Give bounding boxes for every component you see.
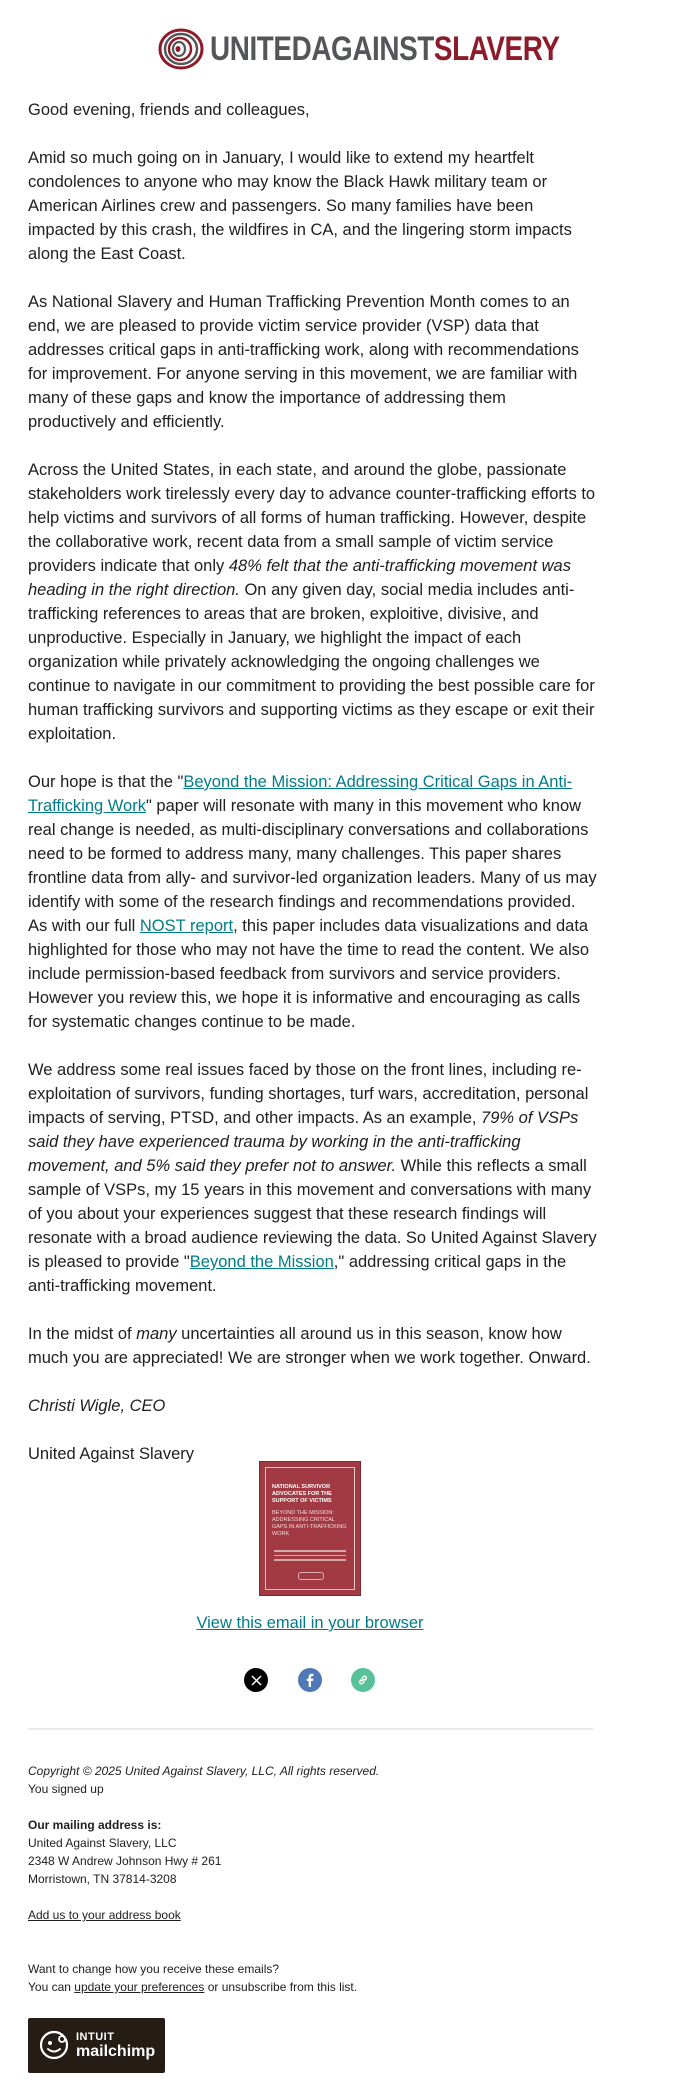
nost-report-link[interactable]: NOST report — [139, 917, 234, 935]
address-line: Morristown, TN 37814-3208 — [28, 1872, 177, 1886]
add-to-address-book-link[interactable]: Add us to your address book — [28, 1908, 181, 1922]
preferences-block — [28, 1960, 593, 1996]
brand-logo[interactable] — [158, 27, 636, 71]
freddie-icon — [38, 2029, 70, 2061]
report-cover-image[interactable] — [260, 1462, 360, 1595]
text: On any given day, social media includes anti-trafficking references to areas that are broken, exploitive, divisive, and unproductive. Especially in January, we highlight the impact of each organization while privately acknowledging the ongoing challenges we continue to navigate in our commitment to providing the best possible care for human trafficking survivors and supporting victims as they escape or exit their exploitation. — [28, 581, 595, 743]
mailing-address-block — [28, 1816, 593, 1888]
text: Our hope is that the " — [28, 773, 184, 791]
text: We address some real issues faced by those on the front lines, including re-exploitation of survivors, funding shortages, turf wars, accreditation, personal impacts of serving, PTSD, and other impacts. As an example, — [28, 1061, 589, 1127]
paragraph-closing — [28, 1322, 598, 1370]
paragraph-across-us — [28, 458, 598, 746]
logo-wordmark — [210, 30, 560, 69]
beyond-the-mission-short-link[interactable]: Beyond the Mission — [189, 1253, 334, 1271]
x-icon[interactable] — [244, 1668, 268, 1692]
address-book-block — [28, 1906, 593, 1924]
facebook-icon[interactable] — [298, 1668, 322, 1692]
text: ," addressing critical gaps in the anti-trafficking movement. — [28, 1253, 567, 1295]
copyright-text: Copyright © 2025 United Against Slavery, LLC, All rights reserved. — [28, 1764, 380, 1778]
signature-org: United Against Slavery — [28, 1445, 195, 1463]
text: , this paper includes data visualizations and data highlighted for those who may not have the time to read the content. We also include permission-based feedback from survivors and service providers. However you review this, we hope it is informative and encouraging as calls for systematic changes continue to be made. — [28, 917, 590, 1031]
address-line: United Against Slavery, LLC — [28, 1836, 177, 1850]
copyright-block — [28, 1762, 593, 1798]
mailchimp-label: mailchimp — [76, 2043, 156, 2060]
paragraph-our-hope — [28, 770, 598, 1034]
emphasis-stat: 48% felt that the anti-trafficking movement was heading in the right direction. — [28, 557, 571, 599]
view-in-browser — [0, 1614, 620, 1633]
mailing-label: Our mailing address is: — [28, 1818, 162, 1832]
text: " paper will resonate with many in this movement who know real change is needed, as multi-disciplinary conversations and collaborations need to be formed to address many, many challenges. This paper shares frontline data from ally- and survivor-led organization leaders. Many of us may identify with some of the research findings and recommendations provided. As with our full — [28, 797, 597, 935]
beyond-the-mission-link[interactable]: Beyond the Mission: Addressing Critical Gaps in Anti-Trafficking Work — [28, 773, 573, 815]
update-preferences-link[interactable]: update your preferences — [74, 1980, 205, 1994]
emphasis-stat: 79% of VSPs said they have experienced trauma by working in the anti-trafficking movement, and 5% said they prefer not to answer. — [28, 1109, 579, 1175]
address-line: 2348 W Andrew Johnson Hwy # 261 — [28, 1854, 222, 1868]
signature-name-text: Christi Wigle, CEO — [28, 1397, 166, 1415]
text: You can — [28, 1980, 75, 1994]
greeting: Good evening, friends and colleagues, — [28, 101, 310, 119]
logo-text-grey: UNITEDAGAINST — [210, 29, 434, 68]
footer — [28, 1762, 593, 2014]
text: or unsubscribe from this list. — [204, 1980, 358, 1994]
link-icon[interactable] — [351, 1668, 375, 1692]
cover-title: NATIONAL SURVIVOR ADVOCATES FOR THE SUPPORT OF VICTIMS — [272, 1484, 332, 1504]
email-body — [28, 98, 598, 1490]
change-question: Want to change how you receive these emails? — [28, 1962, 280, 1976]
paragraph-real-issues — [28, 1058, 598, 1298]
paragraph-prevention-month: As National Slavery and Human Trafficking Prevention Month comes to an end, we are pleased to provide victim service provider (VSP) data that addresses critical gaps in anti-trafficking work, along with recommendations for improvement. For anyone serving in this movement, we are familiar with many of these gaps and know the importance of addressing them productively and efficiently. — [28, 293, 579, 431]
cover-logo — [298, 1572, 324, 1580]
intuit-label: INTUIT — [76, 2031, 115, 2043]
emphasis-word: many — [136, 1325, 177, 1343]
text: uncertainties all around us in this season, know how much you are appreciated! We are stronger when we work together. Onward. — [28, 1325, 591, 1367]
cover-text-lines — [274, 1550, 346, 1564]
logo-swirl-icon — [158, 27, 204, 71]
signed-up-text: You signed up — [28, 1782, 104, 1796]
text: Across the United States, in each state, and around the globe, passionate stakeholders work tirelessly every day to advance counter-trafficking efforts to help victims and survivors of all forms of human trafficking. However, despite the collaborative work, recent data from a small sample of victim service providers indicate that only — [28, 461, 596, 575]
facebook-glyph-icon — [304, 1673, 316, 1687]
footer-divider — [28, 1728, 593, 1730]
chain-glyph-icon — [357, 1674, 369, 1686]
signature-name — [28, 1394, 598, 1418]
mailchimp-badge[interactable] — [28, 2018, 165, 2073]
cover-subtitle: BEYOND THE MISSION: ADDRESSING CRITICAL GAPS IN ANTI-TRAFFICKING WORK — [272, 1510, 347, 1537]
x-glyph-icon — [251, 1675, 262, 1686]
logo-text-red: SLAVERY — [433, 29, 560, 68]
header — [0, 22, 700, 78]
paragraph-condolences: Amid so much going on in January, I would like to extend my heartfelt condolences to anyone who may know the Black Hawk military team or American Airlines crew and passengers. So many families have been impacted by this crash, the wildfires in CA, and the lingering storm impacts along the East Coast. — [28, 149, 572, 263]
view-in-browser-link[interactable]: View this email in your browser — [196, 1614, 424, 1632]
text: In the midst of — [28, 1325, 137, 1343]
text: While this reflects a small sample of VSPs, my 15 years in this movement and conversations with many of you about your experiences suggest that these research findings will resonate with a broad audience reviewing the data. So United Against Slavery is pleased to provide " — [28, 1157, 597, 1271]
